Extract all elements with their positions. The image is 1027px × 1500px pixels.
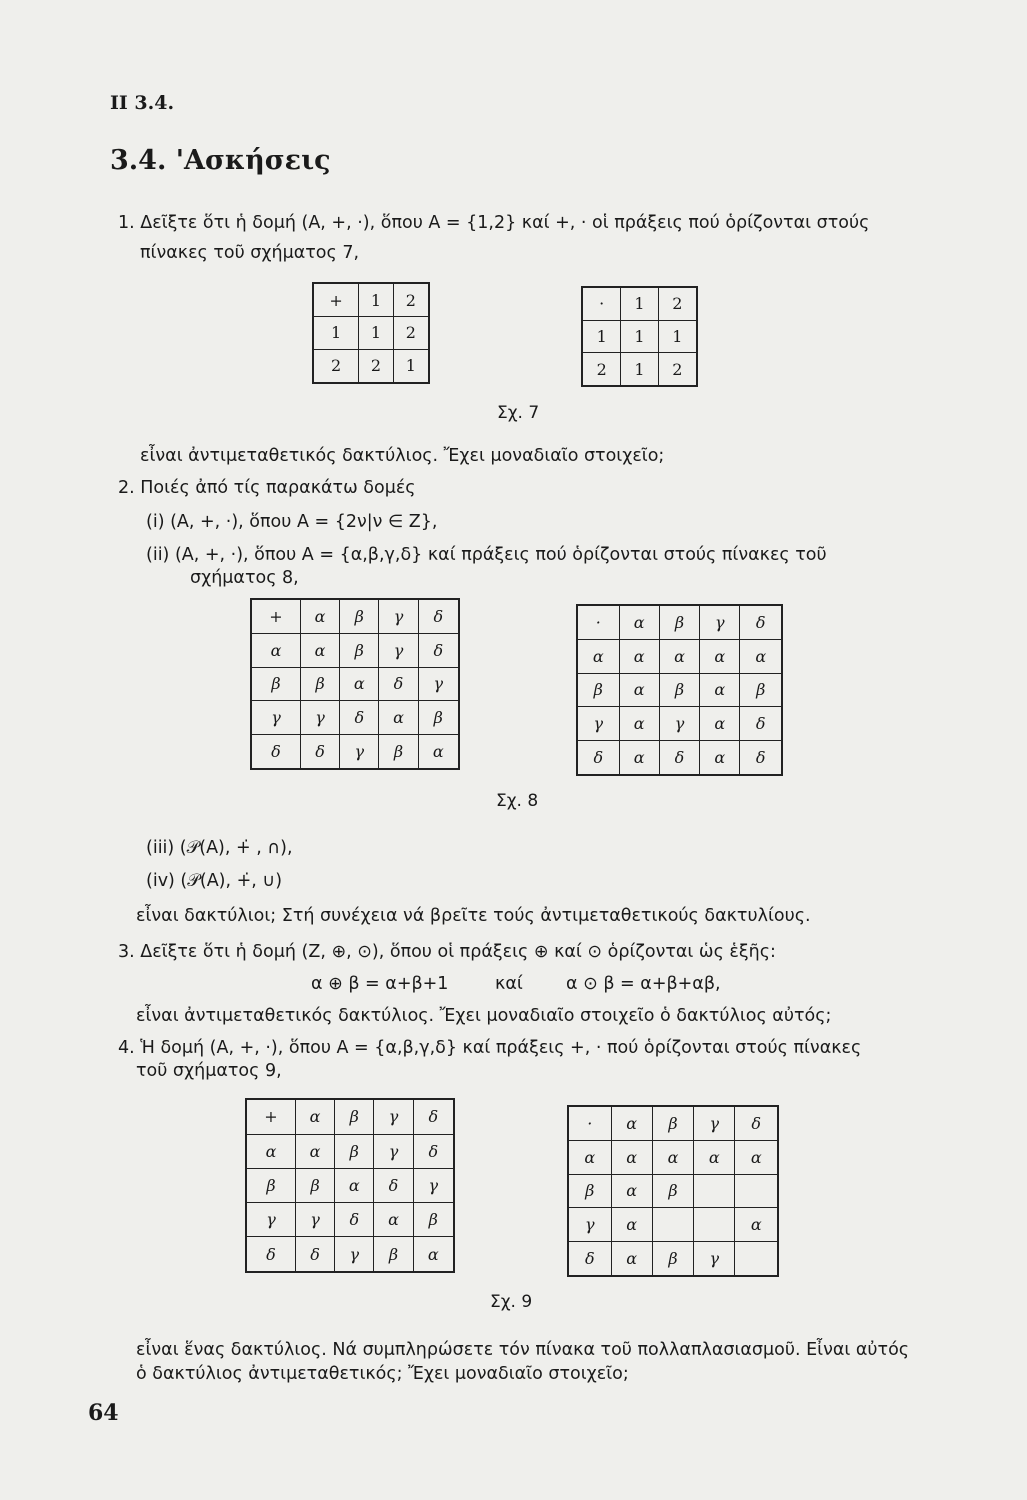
ex2-line1: 2. Ποιές ἀπό τίς παρακάτω δομές [118, 478, 416, 498]
fig8-multiplication-table [576, 604, 783, 776]
table-cell: β [577, 673, 619, 707]
table-cell: 2 [658, 287, 697, 320]
table-cell: δ [246, 1237, 295, 1272]
table-cell: + [246, 1099, 295, 1134]
table-cell: δ [659, 740, 699, 775]
table-cell: α [340, 667, 379, 701]
table-cell: γ [251, 701, 300, 735]
table-cell: 1 [393, 349, 429, 383]
table-cell: γ [418, 667, 459, 701]
table-cell: γ [694, 1106, 735, 1141]
table-cell: β [379, 734, 418, 769]
table-cell: α [335, 1168, 374, 1202]
table-row [246, 1168, 454, 1202]
table-cell: α [659, 640, 699, 674]
ex2-item-ii-line2: σχήματος 8, [190, 568, 299, 588]
table-row [251, 667, 459, 701]
table-cell: γ [379, 634, 418, 668]
table-row [246, 1203, 454, 1237]
table-row [577, 740, 782, 775]
table-cell: γ [413, 1168, 454, 1202]
table-cell: α [700, 673, 740, 707]
table-cell: · [582, 287, 621, 320]
table-cell: δ [577, 740, 619, 775]
table-cell: δ [735, 1106, 778, 1141]
table-row [577, 673, 782, 707]
table-cell: 2 [313, 349, 359, 383]
table-row [246, 1134, 454, 1168]
ex3-and: καί [495, 974, 523, 994]
table-cell: γ [374, 1099, 413, 1134]
table-cell: 1 [621, 320, 658, 352]
fig7-multiplication-table [581, 286, 698, 387]
table-row [577, 605, 782, 640]
table-cell: 1 [313, 317, 359, 350]
table-cell: α [735, 1208, 778, 1242]
table-cell: α [735, 1141, 778, 1175]
ex1-after: εἶναι ἀντιμεταθετικός δακτύλιος. Ἔχει μοναδιαῖο στοιχεῖο; [140, 446, 665, 466]
table-cell: β [246, 1168, 295, 1202]
ex2-after: εἶναι δακτύλιοι; Στή συνέχεια νά βρεῖτε τούς ἀντιμεταθετικούς δακτυλίους. [136, 906, 811, 926]
table-cell: β [340, 634, 379, 668]
table-cell: δ [740, 605, 782, 640]
ex3-formula2: α ⊙ β = α+β+αβ, [566, 974, 721, 994]
table-cell: α [611, 1208, 652, 1242]
fig9-addition-table [245, 1098, 455, 1273]
table-cell: 1 [582, 320, 621, 352]
table-row [246, 1237, 454, 1272]
table-cell: β [251, 667, 300, 701]
fig8-addition-table [250, 598, 460, 770]
fig9-caption: Σχ. 9 [490, 1292, 533, 1312]
table-cell: α [619, 605, 659, 640]
table-cell: β [335, 1099, 374, 1134]
table-cell [694, 1208, 735, 1242]
table-cell: β [568, 1174, 611, 1208]
table-cell: γ [700, 605, 740, 640]
table-cell: γ [659, 707, 699, 741]
ex2-item-iv: (iv) (𝒫(A), +̇, ∪) [146, 871, 283, 891]
table-cell: α [619, 640, 659, 674]
table-cell: δ [740, 707, 782, 741]
table-cell: β [374, 1237, 413, 1272]
table-cell: 1 [359, 317, 393, 350]
table-cell: α [577, 640, 619, 674]
table-cell: α [700, 640, 740, 674]
table-cell: δ [379, 667, 418, 701]
table-cell: α [251, 634, 300, 668]
table-cell: γ [295, 1203, 334, 1237]
table-cell: α [652, 1141, 693, 1175]
table-cell: δ [413, 1099, 454, 1134]
table-cell: δ [251, 734, 300, 769]
table-cell: β [659, 673, 699, 707]
table-cell: α [611, 1106, 652, 1141]
ex4-line2: τοῦ σχήματος 9, [136, 1061, 282, 1081]
table-cell: 1 [621, 287, 658, 320]
table-cell: β [652, 1241, 693, 1276]
table-cell: 1 [658, 320, 697, 352]
table-cell: β [300, 667, 339, 701]
table-cell: γ [374, 1134, 413, 1168]
table-cell: α [740, 640, 782, 674]
table-cell: γ [340, 734, 379, 769]
ex2-item-i: (i) (A, +, ·), ὅπου A = {2ν|ν ∈ Z}, [146, 512, 438, 532]
table-cell: α [246, 1134, 295, 1168]
table-cell: 2 [658, 353, 697, 386]
table-cell: α [379, 701, 418, 735]
table-cell: γ [379, 599, 418, 634]
table-cell: δ [295, 1237, 334, 1272]
table-cell: 2 [359, 349, 393, 383]
ex3-line1: 3. Δεῖξτε ὅτι ἡ δομή (Z, ⊕, ⊙), ὅπου οἱ πράξεις ⊕ καί ⊙ ὁρίζονται ὡς ἑξῆς: [118, 942, 776, 962]
section-title: 3.4. 'Ασκήσεις [110, 145, 331, 176]
table-cell: α [568, 1141, 611, 1175]
table-cell: 2 [393, 317, 429, 350]
table-cell: δ [740, 740, 782, 775]
table-cell: δ [413, 1134, 454, 1168]
table-cell: β [659, 605, 699, 640]
table-cell: 2 [393, 283, 429, 317]
table-cell: δ [335, 1203, 374, 1237]
table-cell: + [313, 283, 359, 317]
table-row [568, 1208, 778, 1242]
table-cell: · [568, 1106, 611, 1141]
table-cell: · [577, 605, 619, 640]
table-cell: β [340, 599, 379, 634]
table-cell: α [611, 1174, 652, 1208]
table-cell: α [611, 1141, 652, 1175]
ex2-item-iii: (iii) (𝒫(A), +̇ , ∩), [146, 838, 293, 858]
fig7-caption: Σχ. 7 [497, 403, 540, 423]
table-cell: α [700, 707, 740, 741]
table-cell: δ [568, 1241, 611, 1276]
fig8-caption: Σχ. 8 [496, 791, 539, 811]
table-cell: 1 [359, 283, 393, 317]
table-cell: α [694, 1141, 735, 1175]
table-cell [735, 1174, 778, 1208]
table-cell: α [700, 740, 740, 775]
table-row [251, 599, 459, 634]
table-cell [735, 1241, 778, 1276]
table-cell: α [619, 707, 659, 741]
table-cell: β [652, 1174, 693, 1208]
ex4-after-line1: εἶναι ἕνας δακτύλιος. Νά συμπληρώσετε τόν πίνακα τοῦ πολλαπλασιασμοῦ. Εἶναι αὐτός [136, 1340, 910, 1360]
ex2-item-ii-line1: (ii) (A, +, ·), ὅπου A = {α,β,γ,δ} καί πράξεις πού ὁρίζονται στούς πίνακες τοῦ [146, 545, 827, 565]
table-cell: δ [374, 1168, 413, 1202]
ex3-formula1: α ⊕ β = α+β+1 [311, 974, 449, 994]
ex1-line2: πίνακες τοῦ σχήματος 7, [140, 243, 360, 263]
table-cell: α [418, 734, 459, 769]
running-header: II 3.4. [110, 92, 175, 114]
table-cell [652, 1208, 693, 1242]
table-row [582, 287, 697, 320]
table-cell: α [619, 740, 659, 775]
table-cell [694, 1174, 735, 1208]
table-cell: α [413, 1237, 454, 1272]
table-cell: + [251, 599, 300, 634]
table-cell: γ [335, 1237, 374, 1272]
table-cell: δ [418, 634, 459, 668]
table-row [568, 1141, 778, 1175]
table-cell: δ [340, 701, 379, 735]
ex4-after-line2: ὁ δακτύλιος ἀντιμεταθετικός; Ἔχει μοναδιαῖο στοιχεῖο; [136, 1364, 629, 1384]
table-row [246, 1099, 454, 1134]
table-cell: α [611, 1241, 652, 1276]
table-cell: α [295, 1134, 334, 1168]
table-cell: γ [246, 1203, 295, 1237]
ex1-line1: 1. Δεῖξτε ὅτι ἡ δομή (A, +, ·), ὅπου A = {1,2} καί +, · οἱ πράξεις πού ὁρίζονται στούς [118, 213, 870, 233]
table-cell: γ [568, 1208, 611, 1242]
table-cell: β [740, 673, 782, 707]
table-cell: β [335, 1134, 374, 1168]
ex3-after: εἶναι ἀντιμεταθετικός δακτύλιος. Ἔχει μοναδιαῖο στοιχεῖο ὁ δακτύλιος αὐτός; [136, 1006, 832, 1026]
ex4-line1: 4. Ἡ δομή (A, +, ·), ὅπου A = {α,β,γ,δ} καί πράξεις +, · πού ὁρίζονται στούς πίνακες [118, 1038, 862, 1058]
table-cell: α [295, 1099, 334, 1134]
table-cell: α [300, 634, 339, 668]
table-cell: γ [577, 707, 619, 741]
table-cell: β [652, 1106, 693, 1141]
table-cell: γ [300, 701, 339, 735]
table-cell: 2 [582, 353, 621, 386]
table-row [577, 640, 782, 674]
table-row [251, 701, 459, 735]
fig7-addition-table [312, 282, 430, 384]
table-cell: δ [300, 734, 339, 769]
table-row [568, 1241, 778, 1276]
table-cell: α [619, 673, 659, 707]
table-row [251, 634, 459, 668]
table-row [582, 320, 697, 352]
table-cell: δ [418, 599, 459, 634]
fig9-multiplication-table [567, 1105, 779, 1277]
table-row [568, 1174, 778, 1208]
table-cell: β [418, 701, 459, 735]
table-row [313, 349, 429, 383]
page-number: 64 [88, 1400, 119, 1426]
table-cell: α [374, 1203, 413, 1237]
table-row [582, 353, 697, 386]
table-row [251, 734, 459, 769]
table-row [568, 1106, 778, 1141]
table-row [313, 317, 429, 350]
table-row [577, 707, 782, 741]
table-row [313, 283, 429, 317]
table-cell: α [300, 599, 339, 634]
table-cell: β [413, 1203, 454, 1237]
table-cell: 1 [621, 353, 658, 386]
table-cell: γ [694, 1241, 735, 1276]
table-cell: β [295, 1168, 334, 1202]
